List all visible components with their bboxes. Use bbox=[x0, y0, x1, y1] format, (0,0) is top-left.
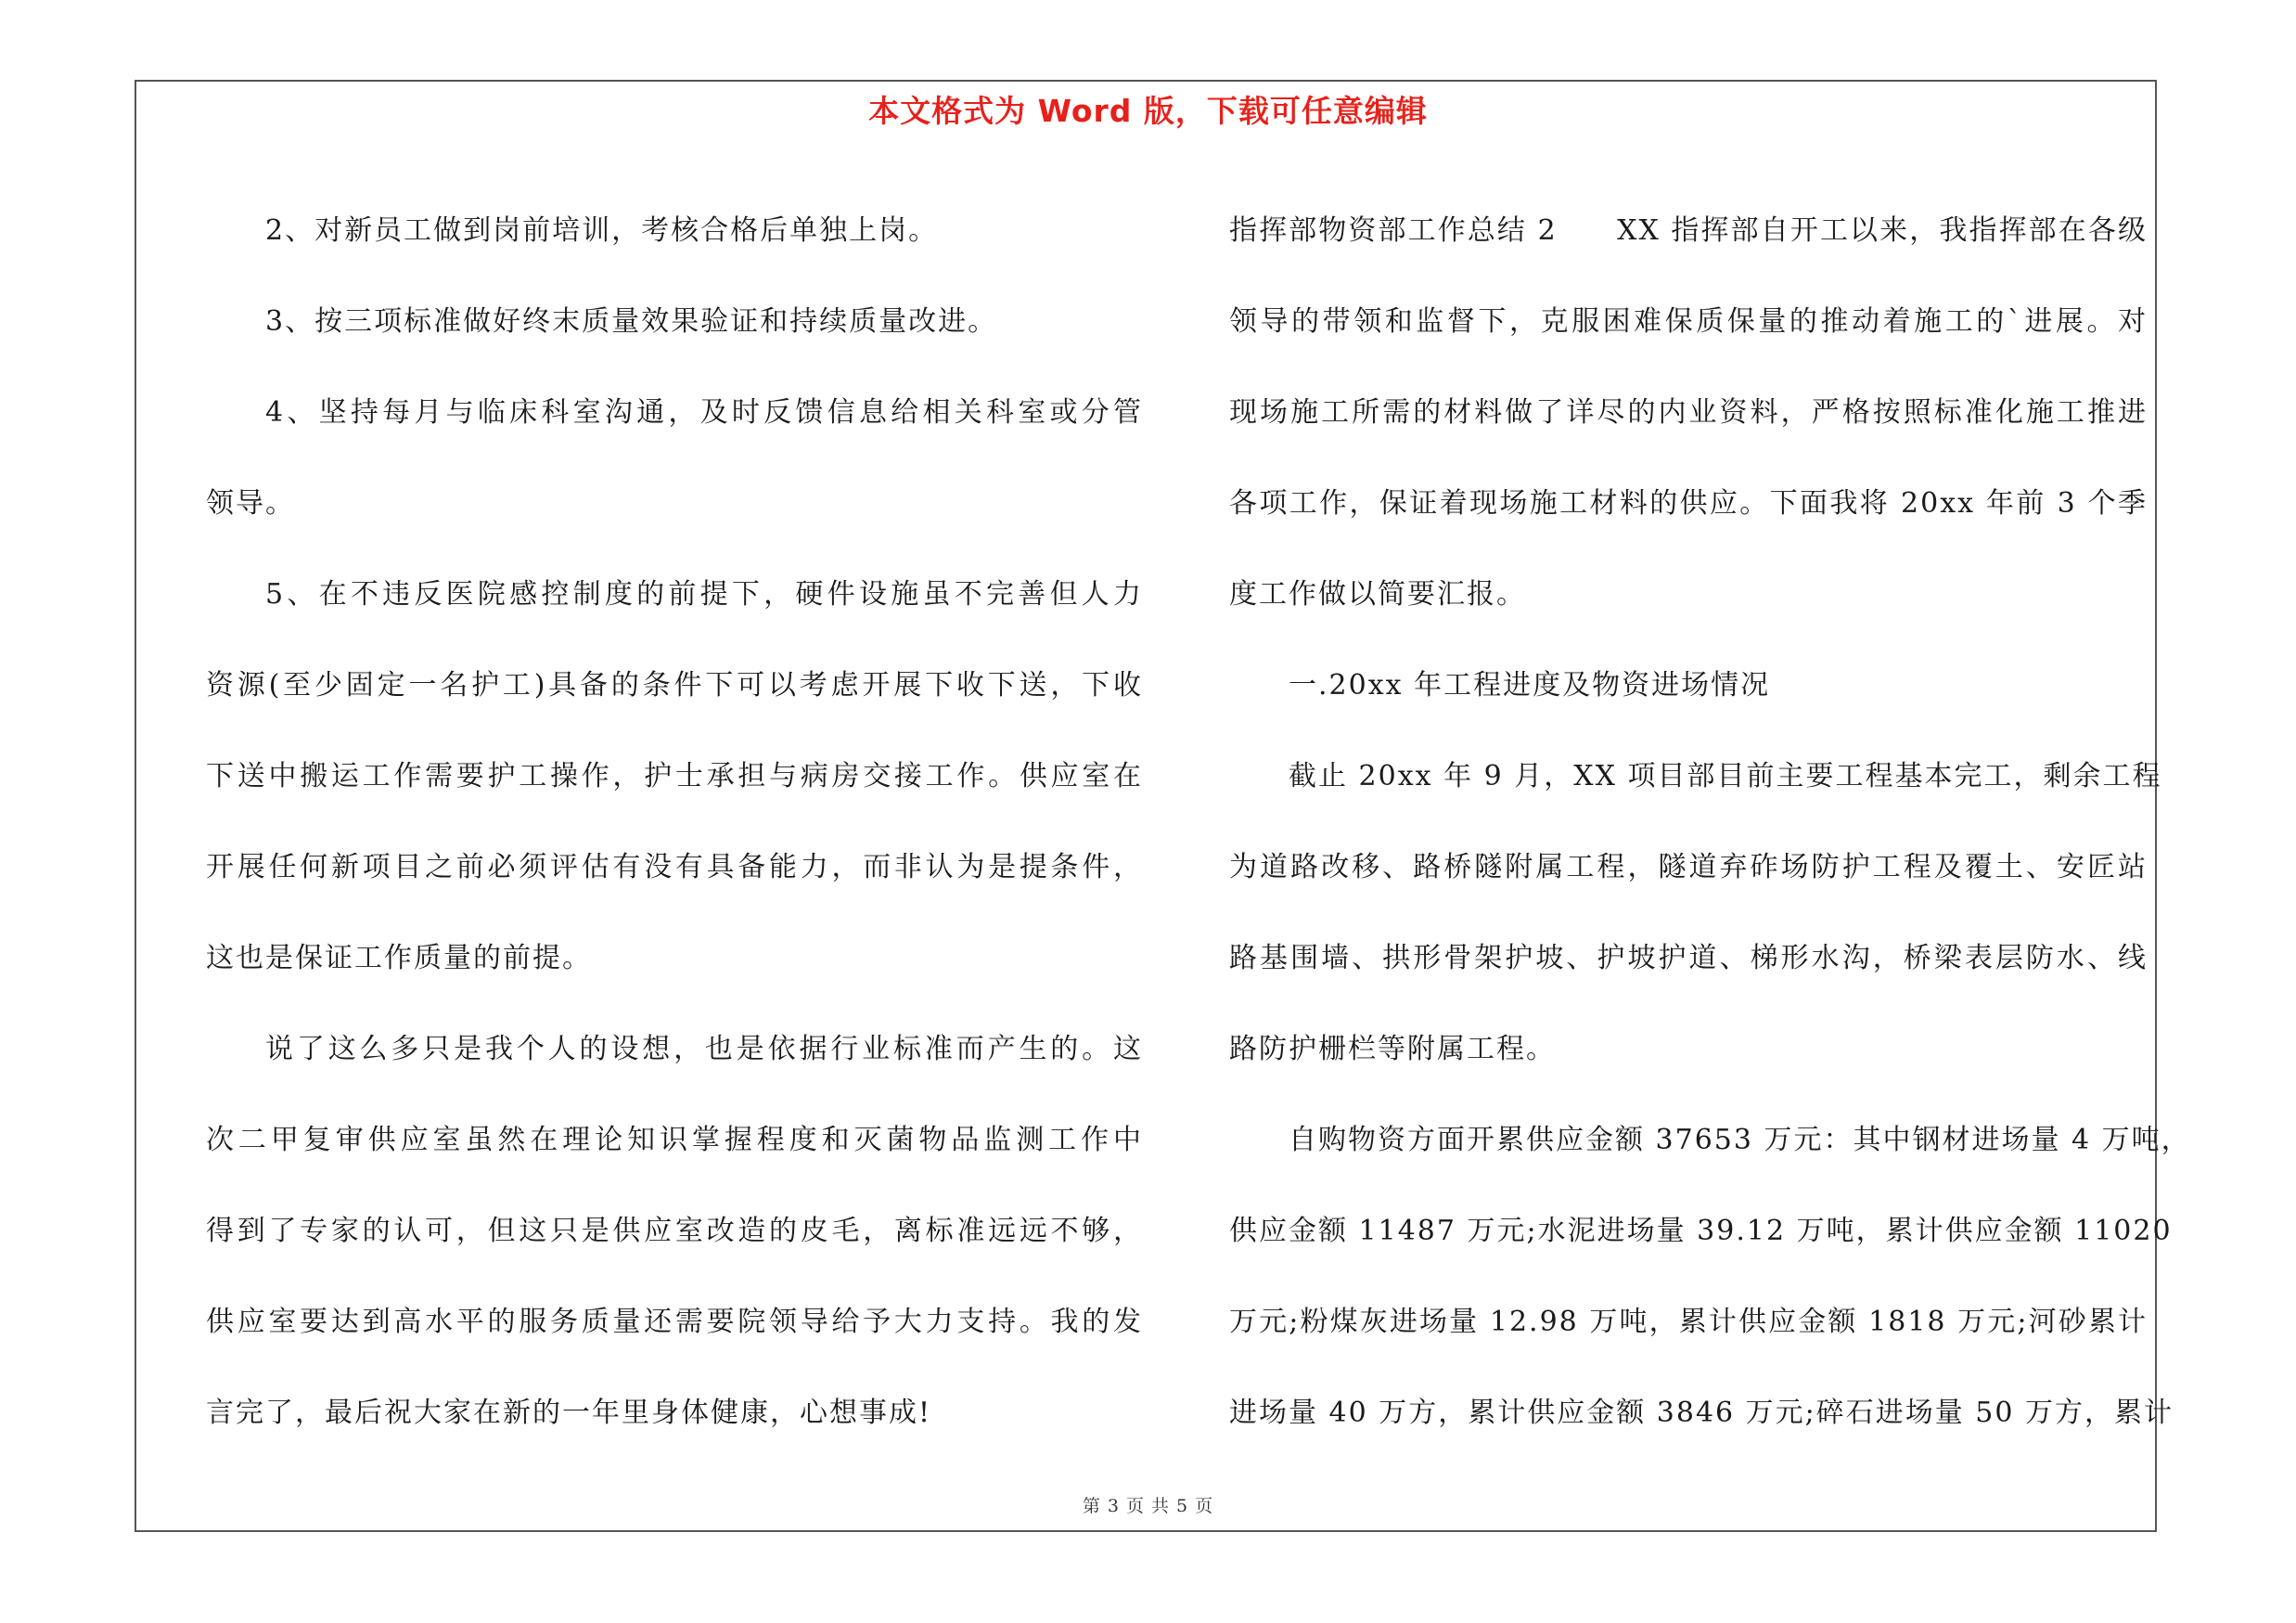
text-line: 得到了专家的认可，但这只是供应室改造的皮毛，离标准远远不够， bbox=[206, 1215, 1143, 1247]
right-column bbox=[1229, 186, 2191, 1459]
text-line: 4、坚持每月与临床科室沟通，及时反馈信息给相关科室或分管 bbox=[265, 396, 1143, 429]
format-banner: 本文格式为 Word 版，下载可任意编辑 bbox=[868, 93, 1428, 129]
text-line: 进场量 40 万方，累计供应金额 3846 万元;碎石进场量 50 万方，累计 bbox=[1229, 1397, 2174, 1429]
page-footer: 第 3 页 共 5 页 bbox=[1082, 1496, 1214, 1516]
text-line: 路基围墙、拱形骨架护坡、护坡护道、梯形水沟，桥梁表层防水、线 bbox=[1229, 942, 2148, 974]
text-line: 度工作做以简要汇报。 bbox=[1229, 578, 1526, 611]
text-line: 为道路改移、路桥隧附属工程，隧道弃砟场防护工程及覆土、安匠站 bbox=[1229, 851, 2148, 883]
text-line: 万元;粉煤灰进场量 12.98 万吨，累计供应金额 1818 万元;河砂累计 bbox=[1229, 1306, 2148, 1338]
text-line: 截止 20xx 年 9 月，XX 项目部目前主要工程基本完工，剩余工程 bbox=[1289, 760, 2162, 792]
text-line: 3、按三项标准做好终末质量效果验证和持续质量改进。 bbox=[265, 305, 998, 338]
text-line: 言完了，最后祝大家在新的一年里身体健康，心想事成! bbox=[206, 1397, 932, 1429]
text-line: 各项工作，保证着现场施工材料的供应。下面我将 20xx 年前 3 个季 bbox=[1229, 487, 2148, 520]
text-line: 指挥部物资部工作总结 2 XX 指挥部自开工以来，我指挥部在各级 bbox=[1229, 214, 2148, 247]
text-line: 领导。 bbox=[206, 487, 295, 520]
text-line: 5、在不违反医院感控制度的前提下，硬件设施虽不完善但人力 bbox=[265, 578, 1143, 611]
text-line: 资源(至少固定一名护工)具备的条件下可以考虑开展下收下送，下收 bbox=[206, 669, 1143, 702]
text-line: 次二甲复审供应室虽然在理论知识掌握程度和灭菌物品监测工作中 bbox=[206, 1124, 1143, 1156]
text-line: 路防护栅栏等附属工程。 bbox=[1229, 1033, 1556, 1065]
text-line: 说了这么多只是我个人的设想，也是依据行业标准而产生的。这 bbox=[265, 1033, 1143, 1065]
text-line: 2、对新员工做到岗前培训，考核合格后单独上岗。 bbox=[265, 214, 939, 247]
text-line: 自购物资方面开累供应金额 37653 万元：其中钢材进场量 4 万吨， bbox=[1289, 1124, 2191, 1156]
left-column bbox=[206, 186, 1143, 1459]
text-line: 领导的带领和监督下，克服困难保质保量的推动着施工的`进展。对 bbox=[1229, 305, 2148, 338]
text-line: 供应室要达到高水平的服务质量还需要院领导给予大力支持。我的发 bbox=[206, 1306, 1143, 1338]
text-line: 开展任何新项目之前必须评估有没有具备能力，而非认为是提条件， bbox=[206, 851, 1143, 883]
text-line: 一.20xx 年工程进度及物资进场情况 bbox=[1289, 669, 1771, 702]
text-line: 下送中搬运工作需要护工操作，护士承担与病房交接工作。供应室在 bbox=[206, 760, 1143, 792]
text-line: 供应金额 11487 万元;水泥进场量 39.12 万吨，累计供应金额 11020 bbox=[1229, 1215, 2173, 1247]
text-line: 现场施工所需的材料做了详尽的内业资料，严格按照标准化施工推进 bbox=[1229, 396, 2148, 429]
text-line: 这也是保证工作质量的前提。 bbox=[206, 942, 592, 974]
